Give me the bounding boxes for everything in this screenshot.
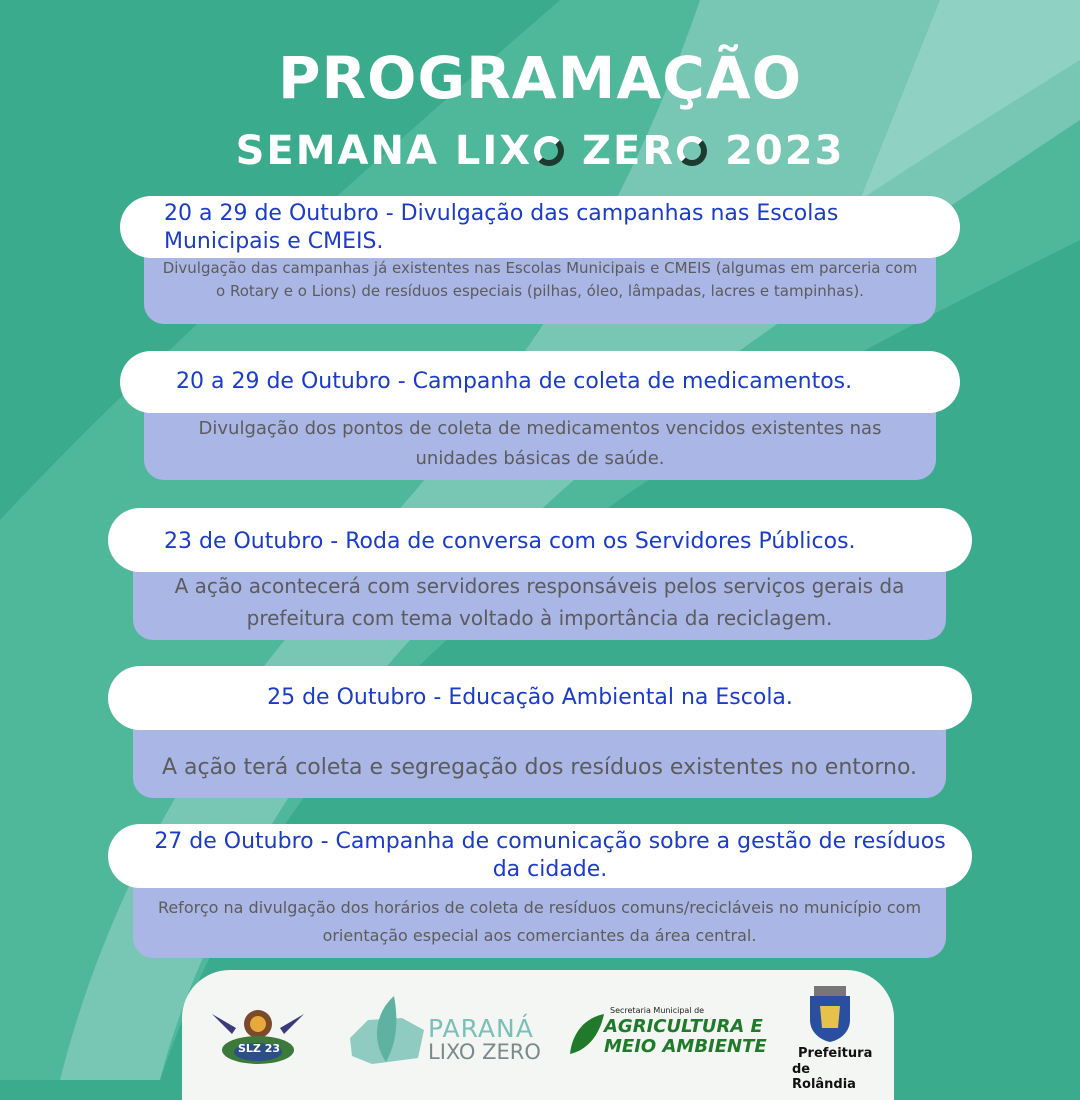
leaf-icon	[566, 1010, 606, 1058]
event-title: 20 a 29 de Outubro - Campanha de coleta de medicamentos.	[176, 369, 853, 394]
event-title: 27 de Outubro - Campanha de comunicação sobre a gestão de resíduos da cidade.	[154, 829, 946, 882]
event-description: Divulgação dos pontos de coleta de medicamentos vencidos existentes nas unidades básicas de saúde.	[198, 418, 882, 469]
secretaria-line2: MEIO AMBIENTE	[604, 1036, 767, 1057]
event-description: A ação terá coleta e segregação dos resíduos existentes no entorno.	[161, 755, 918, 780]
page-subtitle	[0, 128, 1080, 174]
event-title: 25 de Outubro - Educação Ambiental na Escola.	[267, 685, 793, 710]
event-description-box	[144, 252, 936, 324]
secretaria-small-text: Secretaria Municipal de	[610, 1006, 705, 1015]
event-description: Divulgação das campanhas já existentes nas Escolas Municipais e CMEIS (algumas em parceria com o Rotary e o Lions) de resíduos especiais (pilhas, óleo, lâmpadas, lacres e tampinhas).	[162, 259, 918, 300]
event-title-pill	[120, 196, 960, 258]
slz-logo-text: SLZ 23	[238, 1042, 281, 1055]
prefeitura-rolandia-logo	[790, 984, 873, 1092]
event-description: Reforço na divulgação dos horários de coleta de resíduos comuns/recicláveis no município com orientação especial aos comerciantes da área central.	[157, 898, 922, 945]
page-title: PROGRAMAÇÃO	[278, 44, 802, 112]
event-description-box	[133, 724, 946, 798]
event-title: 20 a 29 de Outubro - Divulgação das campanhas nas Escolas Municipais e CMEIS.	[164, 201, 839, 254]
secretaria-line1: AGRICULTURA E	[604, 1016, 763, 1037]
event-title-pill	[120, 351, 960, 413]
event-title-pill	[108, 508, 972, 572]
zero-ring-icon	[534, 136, 564, 166]
secretaria-agricultura-logo	[566, 1006, 776, 1062]
event-title-pill	[108, 666, 972, 730]
zero-ring-icon	[677, 136, 707, 166]
event-description-box	[133, 566, 946, 640]
event-description: A ação acontecerá com servidores responsáveis pelos serviços gerais da prefeitura com tema voltado à importância da reciclagem.	[174, 574, 905, 630]
slz-emblem-icon	[208, 1000, 308, 1068]
prefeitura-line1: Prefeitura	[798, 1046, 873, 1061]
parana-logo-line2: LIXO ZERO	[428, 1040, 541, 1064]
event-title-pill	[108, 824, 972, 888]
prefeitura-line2: de Rolândia	[792, 1062, 856, 1092]
subtitle-part-2: ZER	[582, 128, 676, 174]
leaf-map-icon	[342, 992, 432, 1070]
parana-lixo-zero-logo	[342, 992, 552, 1070]
event-description-box	[133, 880, 946, 958]
subtitle-part-3: 2023	[725, 128, 845, 174]
event-title: 23 de Outubro - Roda de conversa com os Servidores Públicos.	[164, 529, 856, 554]
subtitle-part-1: SEMANA LIX	[235, 128, 533, 174]
parana-logo-line1: PARANÁ	[428, 1014, 534, 1043]
event-description-box	[144, 408, 936, 480]
slz-logo	[208, 1000, 308, 1068]
coat-of-arms-icon	[802, 984, 858, 1044]
